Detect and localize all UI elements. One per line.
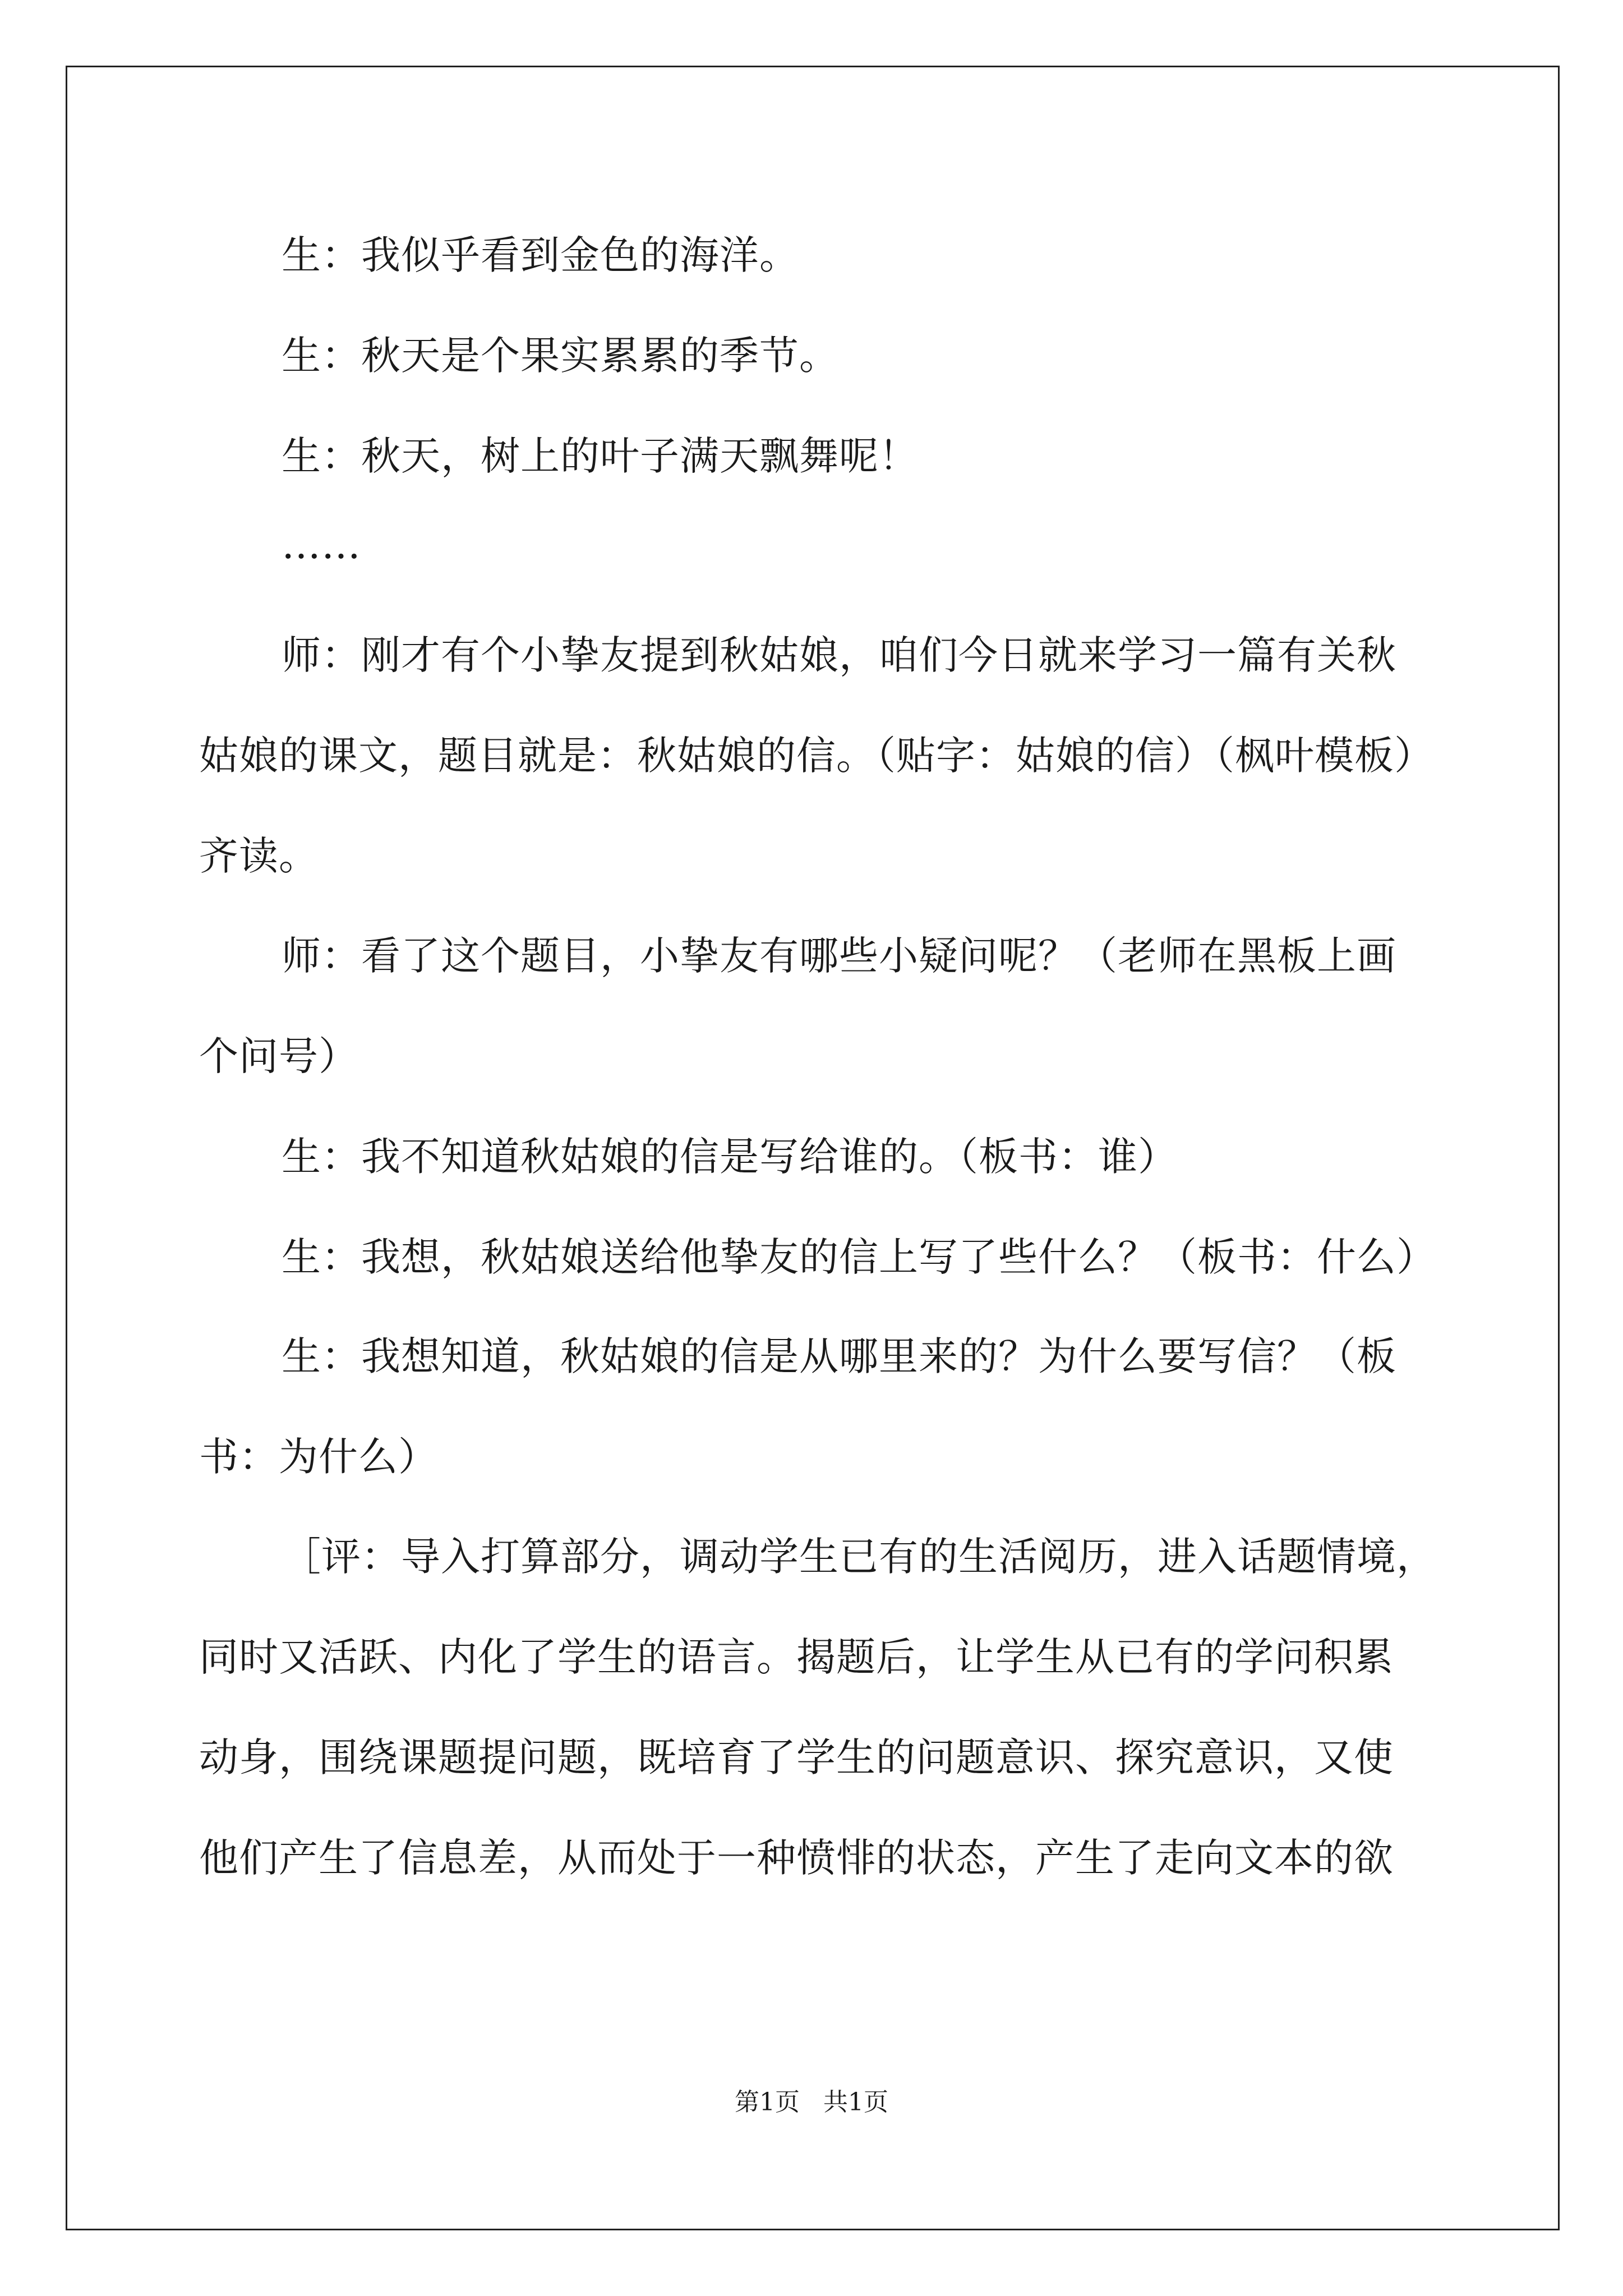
paragraph-line: 姑娘的课文，题目就是：秋姑娘的信。（贴字：姑娘的信）（枫叶模板） [199,733,1434,779]
paragraph-line: …… [282,522,361,568]
paragraph-line: 师：刚才有个小挚友提到秋姑娘，咱们今日就来学习一篇有关秋 [282,632,1396,678]
paragraph-line: 生：我想，秋姑娘送给他挚友的信上写了些什么？（板书：什么） [282,1234,1436,1280]
paragraph-line: 生：秋天，树上的叶子满天飘舞呢！ [282,433,919,479]
paragraph-line: 个问号） [199,1033,358,1079]
paragraph-line: 生：我不知道秋姑娘的信是写给谁的。（板书：谁） [282,1134,1178,1180]
paragraph-line: 齐读。 [199,833,319,879]
paragraph-line: ［评：导入打算部分，调动学生已有的生活阅历，进入话题情境， [282,1534,1436,1580]
paragraph-line: 生：我似乎看到金色的海洋。 [282,232,799,278]
paragraph-line: 动身，围绕课题提问题，既培育了学生的问题意识、探究意识，又使 [199,1734,1394,1780]
paragraph-line: 同时又活跃、内化了学生的语言。揭题后，让学生从已有的学问积累 [199,1634,1394,1680]
page-number-footer: 第1页 共1页 [735,2088,888,2116]
paragraph-line: 生：秋天是个果实累累的季节。 [282,333,839,379]
paragraph-line: 书：为什么） [199,1434,438,1480]
paragraph-line: 生：我想知道，秋姑娘的信是从哪里来的？为什么要写信？（板 [282,1333,1396,1379]
paragraph-line: 他们产生了信息差，从而处于一种愤悱的状态，产生了走向文本的欲 [199,1835,1394,1881]
paragraph-line: 师：看了这个题目，小挚友有哪些小疑问呢？（老师在黑板上画 [282,933,1396,979]
